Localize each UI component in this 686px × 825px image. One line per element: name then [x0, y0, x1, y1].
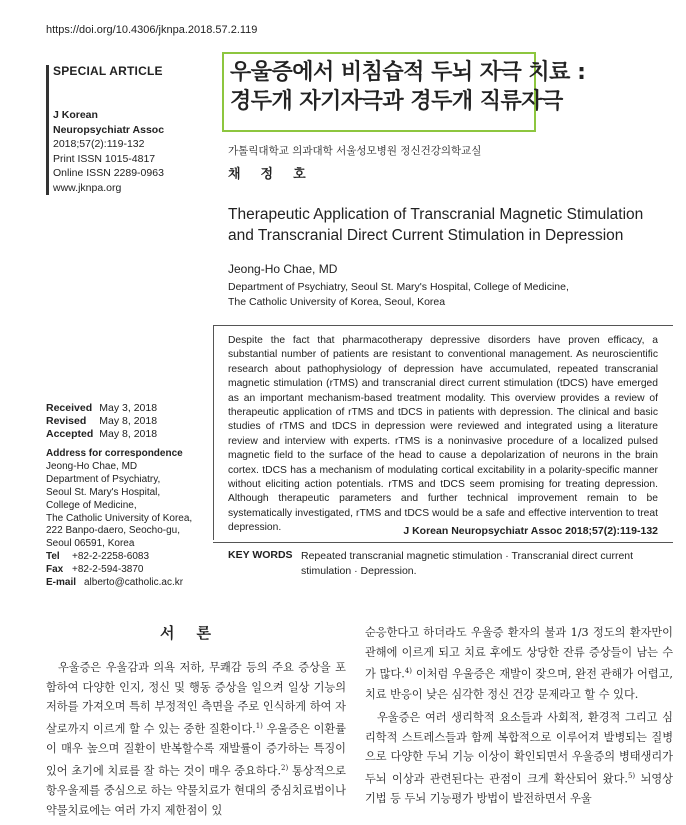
body-text: 우울증은 이환률이 매우 높으며 질환이 반복할수록 재발률이 증가하는 특징이 있어 초기에 치료를 잘 하는 것이 매우 중요하다. [46, 722, 346, 778]
english-author: Jeong-Ho Chae, MD [228, 262, 338, 276]
journal-website[interactable]: www.jknpa.org [53, 181, 122, 194]
journal-name-line1: J Korean [53, 109, 98, 121]
body-text: 뇌영상 기법 등 두뇌 기능평가 방법이 발전하면서 우울 [365, 772, 673, 806]
date-row-revised [46, 415, 163, 428]
korean-title [230, 58, 585, 116]
body-text: 이처럼 우울증은 재발이 잦으며, 완전 관해가 어렵고, 치료 반응이 낮은 심각한 정신 건강 문제라고 할 수 있다. [365, 667, 673, 701]
email-row [46, 577, 192, 590]
article-type-label: SPECIAL ARTICLE [53, 64, 163, 78]
print-issn: Print ISSN 1015-4817 [53, 152, 156, 165]
journal-issue: 2018;57(2):119-132 [53, 138, 145, 150]
date-label: Revised [46, 415, 87, 427]
body-text: 우울증은 우울감과 의욕 저하, 무쾌감 등의 주요 증상을 포함하여 다양한 인지, 정신 및 행동 증상을 일으켜 일상 기능의 저하를 가져오며 특히 부정적인 측면을 주로 인식하게 하여 자살로까지 이르게 할 수 있는 중한 질환이다. [46, 661, 346, 736]
body-text: 통상적으로 항우울제를 중심으로 하는 약물치료가 현대의 중심치료법이나 약물치료에는 여러 가지 제한점이 있 [46, 764, 346, 817]
korean-title-line1: 우울증에서 비침습적 두뇌 자극 치료 : [230, 60, 586, 85]
citation: J Korean Neuropsychiatr Assoc 2018;57(2):119-132 [403, 525, 658, 537]
article-dates [46, 402, 163, 441]
body-text: 순응한다고 하더라도 우울증 환자의 불과 1/3 정도의 환자만이 관해에 이르게 되고 치료 후에도 상당한 잔류 증상들이 남는 수가 많다. [365, 626, 673, 681]
fax-row [46, 564, 192, 577]
journal-info [53, 108, 164, 195]
correspondence-line: College of Medicine, [46, 499, 137, 511]
english-affiliation-line2: The Catholic University of Korea, Seoul, Korea [228, 295, 446, 308]
sidebar-accent-bar [46, 65, 49, 195]
body-paragraph [365, 623, 673, 704]
correspondence-line: Seoul St. Mary's Hospital, [46, 486, 161, 498]
body-column-right [365, 623, 673, 809]
body-text: 우울증은 여러 생리학적 요소들과 사회적, 환경적 그리고 심리학적 스트레스들과 함께 복합적으로 이루어져 발병되는 질병으로 다양한 두뇌 기능 이상이 확인되면서 우울증의 병태생리가 두뇌 이상과 관련된다는 관점이 크게 확산되어 왔다. [365, 711, 673, 786]
date-value: May 3, 2018 [99, 402, 158, 414]
date-value: May 8, 2018 [99, 428, 158, 440]
fax-value: +82-2-594-3870 [72, 564, 144, 576]
date-row-received [46, 402, 163, 415]
correspondence-heading: Address for correspondence [46, 448, 183, 459]
keywords-text: Repeated transcranial magnetic stimulation · Transcranial direct current stimulation · Depression. [301, 550, 634, 577]
korean-author: 채정호 [228, 167, 326, 182]
correspondence-line: Department of Psychiatry, [46, 473, 161, 485]
email-label: E-mail [46, 577, 77, 589]
date-label: Received [46, 402, 93, 414]
journal-name-line2: Neuropsychiatr Assoc [53, 123, 165, 136]
email-value[interactable]: alberto@catholic.ac.kr [84, 577, 184, 589]
tel-label: Tel [46, 551, 60, 563]
footnote-ref[interactable]: 4) [404, 667, 413, 676]
doi-link[interactable]: https://doi.org/10.4306/jknpa.2018.57.2.119 [46, 24, 258, 36]
correspondence-line: 222 Banpo-daero, Seocho-gu, [46, 525, 180, 537]
correspondence-line: Jeong-Ho Chae, MD [46, 460, 138, 472]
tel-value: +82-2-2258-6083 [72, 551, 150, 563]
english-title: Therapeutic Application of Transcranial Magnetic Stimulation and Transcranial Direct Current Stimulation in Depression [228, 206, 644, 244]
body-column-left [46, 658, 346, 820]
footnote-ref[interactable]: 1) [255, 721, 263, 730]
korean-affiliation: 가톨릭대학교 의과대학 서울성모병원 정신건강의학교실 [228, 145, 482, 157]
keywords-label: KEY WORDS [228, 549, 293, 561]
abstract-text: Despite the fact that pharmacotherapy depressive disorders have proven efficacy, a substantial number of patients are resistant to conventional management. As neuroscientific research about pathophysiology of depression have accumulated, repeated transcranial magnetic stimulation (rTMS) and transcranial direct current stimulation (tDCS) have emerged as an important mechanism-based treatment modality. This overview provides a review of therapeutic application of rTMS and tDCS in patients with depression. The clinical and basic studies of rTMS and tDCS in depression were reviewed and integrated using a literature review and interview with experts. rTMS is a noninvasive procedure of a localized pulsed magnetic field to the surface of the head to cause a depolarization of neurons in the brain cortex. tDCS has a mechanism of modulating cortical excitability in a polarity-specific manner without eliciting action potentials. rTMS and tDCS seem promising for treating depression. Although therapeutic parameters and further technical improvement remain to be systematically investigated, rTMS and tDCS would be a safe and effective intervention to treat depression. [228, 335, 658, 534]
keywords-divider [213, 542, 673, 543]
date-label: Accepted [46, 428, 94, 440]
korean-title-line2: 경두개 자기자극과 경두개 직류자극 [230, 89, 563, 114]
body-paragraph [365, 708, 673, 809]
footnote-ref[interactable]: 5) [627, 771, 636, 780]
correspondence-line: The Catholic University of Korea, [46, 512, 193, 524]
footnote-ref[interactable]: 2) [281, 763, 289, 772]
correspondence-line: Seoul 06591, Korea [46, 538, 135, 550]
section-title-introduction: 서론 [160, 624, 233, 642]
correspondence-block [46, 448, 192, 590]
online-issn: Online ISSN 2289-0963 [53, 167, 164, 179]
date-row-accepted [46, 428, 163, 441]
body-paragraph [46, 658, 346, 820]
fax-label: Fax [46, 564, 64, 576]
tel-row [46, 551, 192, 564]
english-affiliation [228, 280, 569, 309]
english-affiliation-line1: Department of Psychiatry, Seoul St. Mary's Hospital, College of Medicine, [228, 281, 569, 293]
date-value: May 8, 2018 [99, 415, 158, 427]
